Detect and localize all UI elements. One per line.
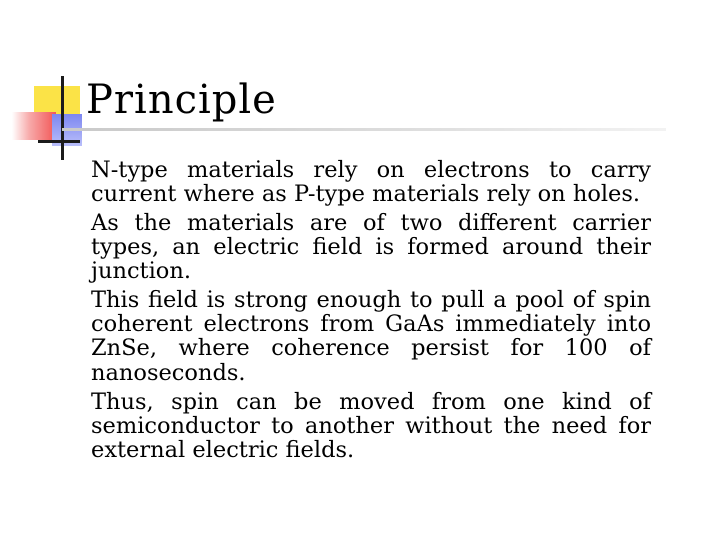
logo-vertical-line <box>61 76 64 160</box>
logo-red-square <box>12 112 56 140</box>
logo-horizontal-line <box>38 140 80 143</box>
slide-title: Principle <box>86 77 277 123</box>
bullet-item: As the materials are of two different carrier types, an electric field is formed around their junction. <box>91 210 651 285</box>
bullet-item: This field is strong enough to pull a pool of spin coherent electrons from GaAs immediately into ZnSe, where coherence persist for 100 of nanoseconds. <box>91 287 651 386</box>
colored-squares-logo-icon <box>0 0 80 170</box>
title-underline <box>62 128 666 131</box>
bullet-item: N-type materials rely on electrons to carry current where as P-type materials rely on holes. <box>91 157 651 208</box>
bullet-item: Thus, spin can be moved from one kind of semiconductor to another without the need for external electric fields. <box>91 388 651 463</box>
bullet-list <box>91 158 651 467</box>
